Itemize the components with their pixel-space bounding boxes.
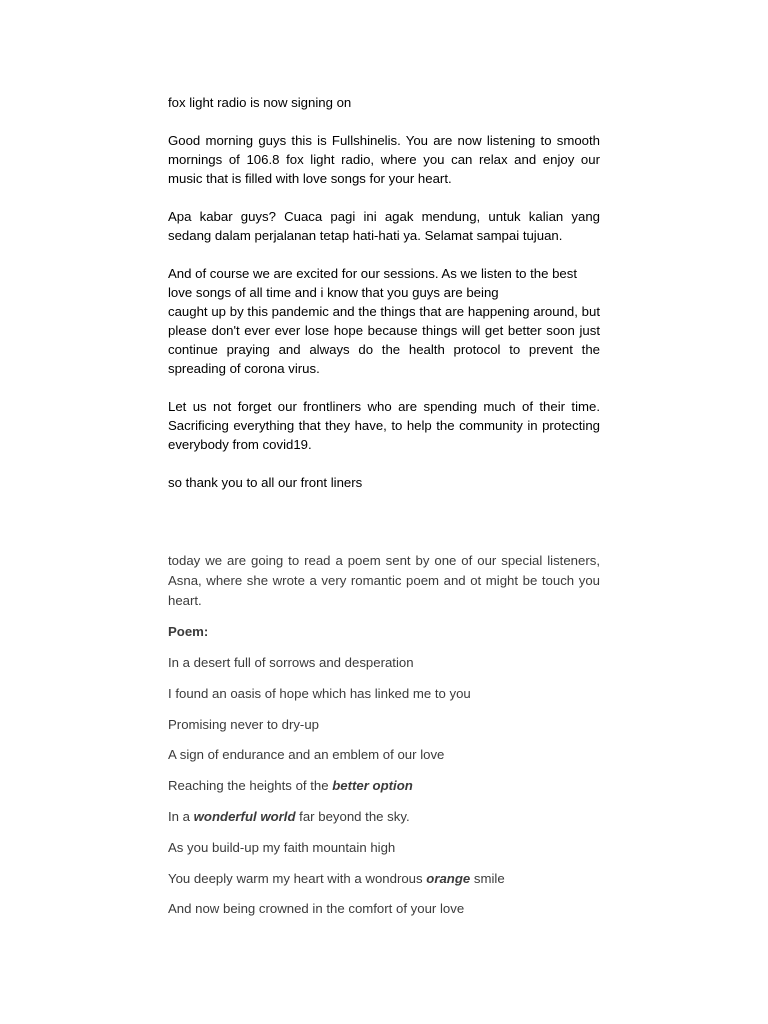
poem-section <box>168 551 600 930</box>
poem-line-4: A sign of endurance and an emblem of our love <box>168 747 445 763</box>
poem-line-5 <box>168 776 600 796</box>
frontliners-paragraph: Let us not forget our frontliners who are spending much of their time. Sacrificing everything that they have, to help the community in protecting everybody from covid19. <box>168 399 600 452</box>
signing-on-line: fox light radio is now signing on <box>168 95 352 110</box>
poem-line-8-emphasis: orange <box>426 870 471 886</box>
sessions-paragraph-start: And of course we are excited for our sessions. As we listen to the best love songs of all time and i know that you guys are being <box>168 266 578 300</box>
poem-line-9: And now being crowned in the comfort of your love <box>168 901 465 917</box>
poem-line-2: I found an oasis of hope which has linked me to you <box>168 685 471 701</box>
radio-script <box>168 93 600 492</box>
poem-intro: today we are going to read a poem sent by one of our special listeners, Asna, where she wrote a very romantic poem and ot might be touch you heart. <box>168 553 600 608</box>
poem-line-6-text: In a <box>168 808 194 824</box>
poem-line-5-emphasis: better option <box>332 778 413 794</box>
poem-line-6-emphasis: wonderful world <box>193 808 296 824</box>
weather-paragraph: Apa kabar guys? Cuaca pagi ini agak mendung, untuk kalian yang sedang dalam perjalanan tetap hati-hati ya. Selamat sampai tujuan. <box>168 209 600 243</box>
poem-line-7: As you build-up my faith mountain high <box>168 839 396 855</box>
poem-line-6-tail: far beyond the sky. <box>295 808 410 824</box>
sessions-paragraph-rest: caught up by this pandemic and the things that are happening around, but please don't ever ever lose hope because things will get better soon just continue praying and always do the health protocol to prevent the spreading of corona virus. <box>168 304 600 376</box>
poem-line-5-text: Reaching the heights of the <box>168 778 333 794</box>
thank-you-line: so thank you to all our front liners <box>168 475 363 490</box>
poem-line-8 <box>168 869 600 889</box>
poem-line-6 <box>168 807 600 827</box>
poem-line-8-text: You deeply warm my heart with a wondrous <box>168 870 427 886</box>
poem-line-1: In a desert full of sorrows and desperation <box>168 655 414 670</box>
poem-line-3: Promising never to dry-up <box>168 716 319 732</box>
poem-line-8-tail: smile <box>470 870 505 886</box>
poem-heading: Poem: <box>168 624 209 639</box>
greeting-paragraph: Good morning guys this is Fullshinelis. You are now listening to smooth mornings of 106.8 fox light radio, where you can relax and enjoy our music that is filled with love songs for your heart. <box>168 133 600 186</box>
